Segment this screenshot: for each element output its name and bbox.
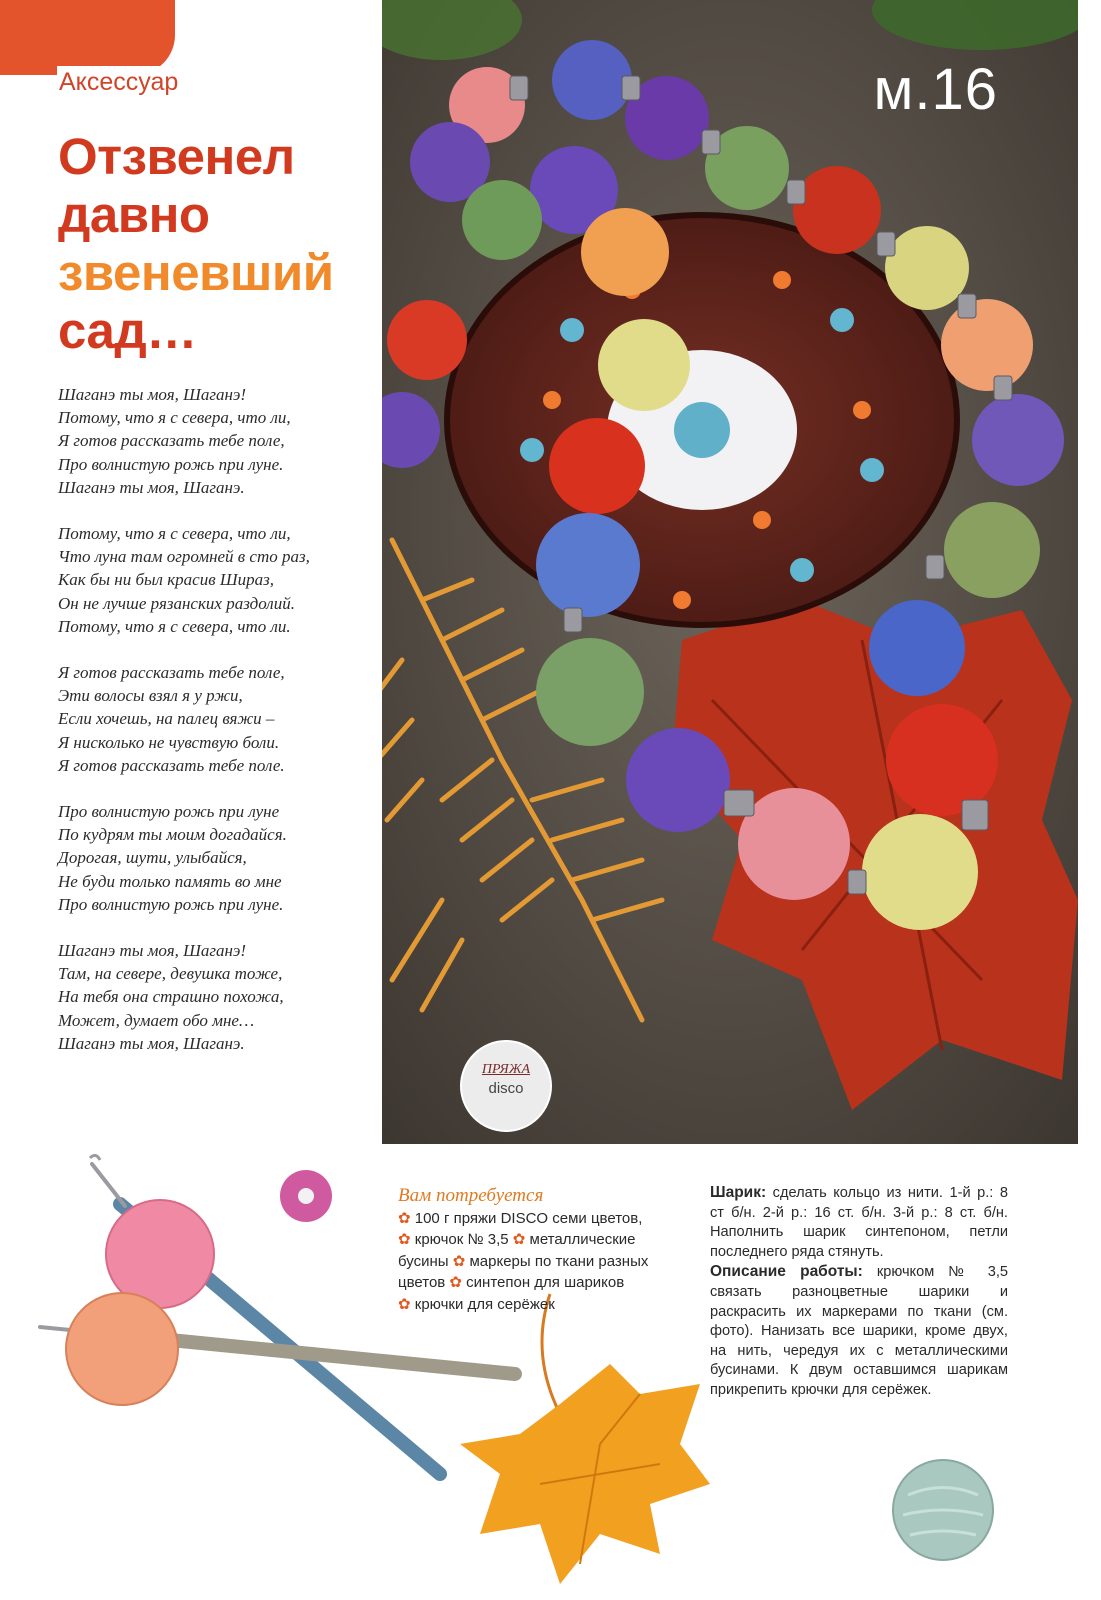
- materials-line: [398, 1251, 698, 1273]
- instructions: [710, 1183, 1008, 1401]
- poem-line: Не буди только память во мне: [58, 871, 282, 891]
- materials-heading: Вам потребуется: [398, 1185, 544, 1206]
- flower-bullet-icon: ✿: [449, 1274, 462, 1291]
- poem-line: Я готов рассказать тебе поле.: [58, 755, 285, 775]
- materials-line: [398, 1229, 698, 1251]
- poem-line: Потому, что я с севера, что ли,: [58, 524, 291, 544]
- poem-line: Я готов рассказать тебе поле,: [58, 663, 285, 683]
- title-line-2: давно: [58, 186, 210, 243]
- poem-line: Что луна там огромней в сто раз,: [58, 547, 310, 567]
- poem-line: Про волнистую рожь при луне.: [58, 894, 284, 914]
- ball-text: сделать кольцо из нити. 1-й р.: 8 ст б/н. 2-й р.: 16 ст. б/н. 3-й р.: 8 ст. б/н. Наполнить шарик синтепоном, петли последнего ряда стянуть.: [710, 1185, 1009, 1260]
- poem-line: Про волнистую рожь при луне.: [58, 454, 284, 474]
- corner-tab: [0, 0, 175, 75]
- yarn-badge-name: disco: [488, 1080, 524, 1097]
- page-title: [58, 128, 334, 360]
- title-line-3: звеневший: [58, 244, 334, 301]
- materials-line: [398, 1294, 698, 1316]
- poem-stanza-3: [58, 661, 368, 777]
- poem-line: По кудрям ты моим догадайся.: [58, 825, 287, 845]
- materials-item: 100 г пряжи DISCO семи цветов,: [414, 1209, 643, 1227]
- materials-item: цветов: [398, 1274, 446, 1291]
- poem-line: Дорогая, шути, улыбайся,: [58, 848, 247, 868]
- crochet-ball-illustration: [888, 1455, 998, 1565]
- poem: [58, 383, 368, 1078]
- poem-line: Потому, что я с севера, что ли.: [58, 616, 291, 636]
- materials-item: синтепон для шариков: [466, 1274, 625, 1291]
- materials-item: крючки для серёжек: [414, 1295, 555, 1313]
- poem-stanza-5: [58, 939, 368, 1055]
- work-label: Описание работы:: [710, 1263, 863, 1281]
- work-text: крючком № 3,5 связать разноцветные шарики и раскрасить их маркерами по ткани (см. фото). Нанизать все шарики, кроме двух, на нить, чередуя их с металлическими бусинами. К двум оставшимся шарикам прикрепить крючки для серёжек.: [710, 1264, 1009, 1398]
- poem-line: Про волнистую рожь при луне: [58, 802, 280, 822]
- poem-line: На тебя она страшно похожа,: [58, 987, 284, 1007]
- materials-line: [398, 1208, 698, 1230]
- title-line-1: Отзвенел: [58, 128, 295, 185]
- poem-line: Потому, что я с севера, что ли,: [58, 408, 291, 428]
- yarn-badge-label: ПРЯЖА: [481, 1062, 531, 1077]
- necklace-photo: [382, 0, 1078, 1144]
- flower-bullet-icon: ✿: [452, 1252, 466, 1270]
- materials-item: маркеры по ткани разных: [469, 1252, 649, 1270]
- ball-instructions: [710, 1183, 1008, 1262]
- poem-line: Шаганэ ты моя, Шаганэ.: [58, 1033, 245, 1053]
- materials-line: [398, 1272, 698, 1294]
- yarn-badge: [460, 1040, 552, 1132]
- poem-line: Если хочешь, на палец вяжи –: [58, 709, 275, 729]
- flower-bullet-icon: ✿: [398, 1209, 411, 1227]
- poem-line: Как бы ни был красив Шираз,: [58, 570, 274, 590]
- poem-stanza-2: [58, 522, 368, 638]
- model-number: м.16: [873, 57, 998, 122]
- materials-item: бусины: [398, 1252, 449, 1270]
- necklace-illustration: [382, 0, 1078, 1144]
- poem-line: Эти волосы взял я у ржи,: [58, 686, 243, 706]
- materials-item: крючок № 3,5: [414, 1231, 509, 1248]
- section-label: Аксессуар: [57, 66, 184, 100]
- ball-label: Шарик:: [710, 1184, 767, 1201]
- poem-line: Шаганэ ты моя, Шаганэ.: [58, 477, 245, 497]
- materials-item: металлические: [529, 1231, 636, 1248]
- poem-line: Шаганэ ты моя, Шаганэ!: [58, 941, 247, 961]
- poem-line: Я готов рассказать тебе поле,: [58, 431, 285, 451]
- poem-line: Там, на севере, девушка тоже,: [58, 964, 283, 984]
- poem-line: Шаганэ ты моя, Шаганэ!: [58, 385, 247, 404]
- poem-stanza-1: [58, 383, 368, 499]
- flower-bullet-icon: ✿: [398, 1231, 411, 1248]
- flower-bullet-icon: ✿: [398, 1295, 411, 1313]
- poem-line: Может, думает обо мне…: [58, 1010, 255, 1030]
- work-instructions: [710, 1262, 1008, 1400]
- poem-line: Я нисколько не чувствую боли.: [58, 732, 280, 752]
- materials-list: [398, 1185, 698, 1315]
- flower-bullet-icon: ✿: [512, 1231, 526, 1248]
- title-line-4: сад…: [58, 302, 197, 359]
- poem-line: Он не лучше рязанских раздолий.: [58, 593, 295, 613]
- poem-stanza-4: [58, 800, 368, 916]
